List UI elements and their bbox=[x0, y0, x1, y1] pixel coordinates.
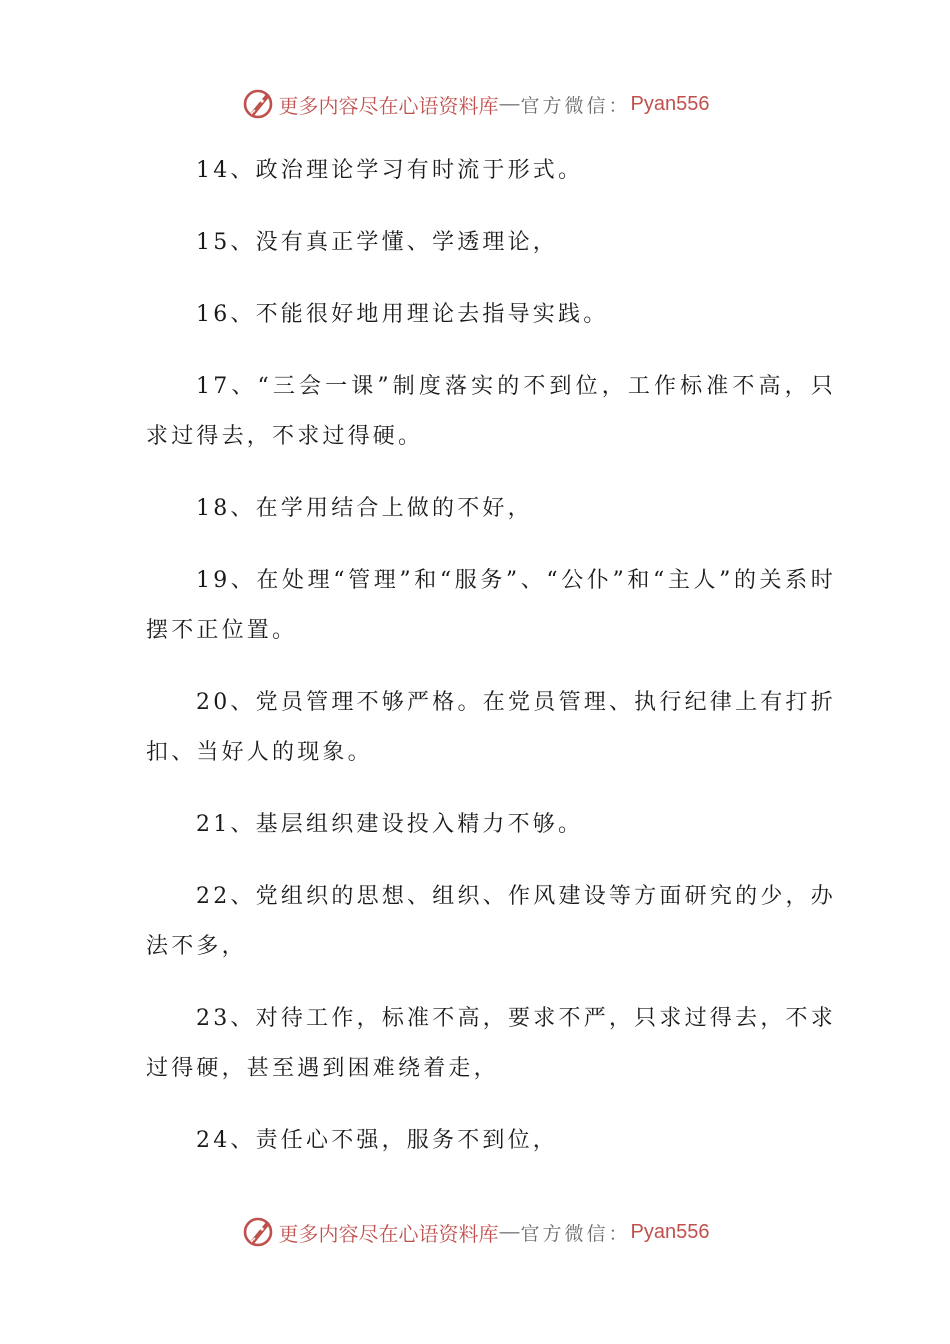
header-site-text: 更多内容尽在心语资料库 bbox=[278, 93, 499, 118]
list-item: 17、“三会一课”制度落实的不到位，工作标准不高，只求过得去，不求过得硬。 bbox=[146, 374, 836, 449]
footer-separator: — bbox=[499, 1220, 520, 1243]
list-item: 18、在学用结合上做的不好， bbox=[196, 496, 533, 521]
footer-site-text: 更多内容尽在心语资料库 bbox=[278, 1221, 499, 1246]
list-item: 24、责任心不强，服务不到位， bbox=[196, 1128, 558, 1153]
list-item: 16、不能很好地用理论去指导实践。 bbox=[196, 302, 609, 327]
header-wechat-label: 官方微信： bbox=[520, 94, 631, 117]
header-wechat-id: Pyan556 bbox=[630, 92, 710, 115]
footer-banner bbox=[0, 1210, 950, 1254]
list-item: 15、没有真正学懂、学透理论， bbox=[196, 230, 558, 255]
list-item: 14、政治理论学习有时流于形式。 bbox=[196, 158, 584, 183]
list-item: 22、党组织的思想、组织、作风建设等方面研究的少，办法不多， bbox=[146, 884, 836, 959]
list-item: 23、对待工作，标准不高，要求不严，只求过得去，不求过得硬，甚至遇到困难绕着走， bbox=[146, 1006, 836, 1081]
list-item: 21、基层组织建设投入精力不够。 bbox=[196, 812, 584, 837]
footer-wechat-label: 官方微信： bbox=[520, 1222, 631, 1245]
footer-wechat-id: Pyan556 bbox=[630, 1220, 710, 1243]
pen-nib-logo-icon bbox=[241, 1215, 275, 1249]
list-item: 19、在处理“管理”和“服务”、“公仆”和“主人”的关系时摆不正位置。 bbox=[146, 568, 836, 643]
list-item: 20、党员管理不够严格。在党员管理、执行纪律上有打折扣、当好人的现象。 bbox=[146, 690, 836, 765]
document-body bbox=[146, 146, 836, 1188]
pen-nib-logo-icon bbox=[241, 87, 275, 121]
header-banner bbox=[0, 82, 950, 126]
header-separator: — bbox=[499, 92, 520, 115]
